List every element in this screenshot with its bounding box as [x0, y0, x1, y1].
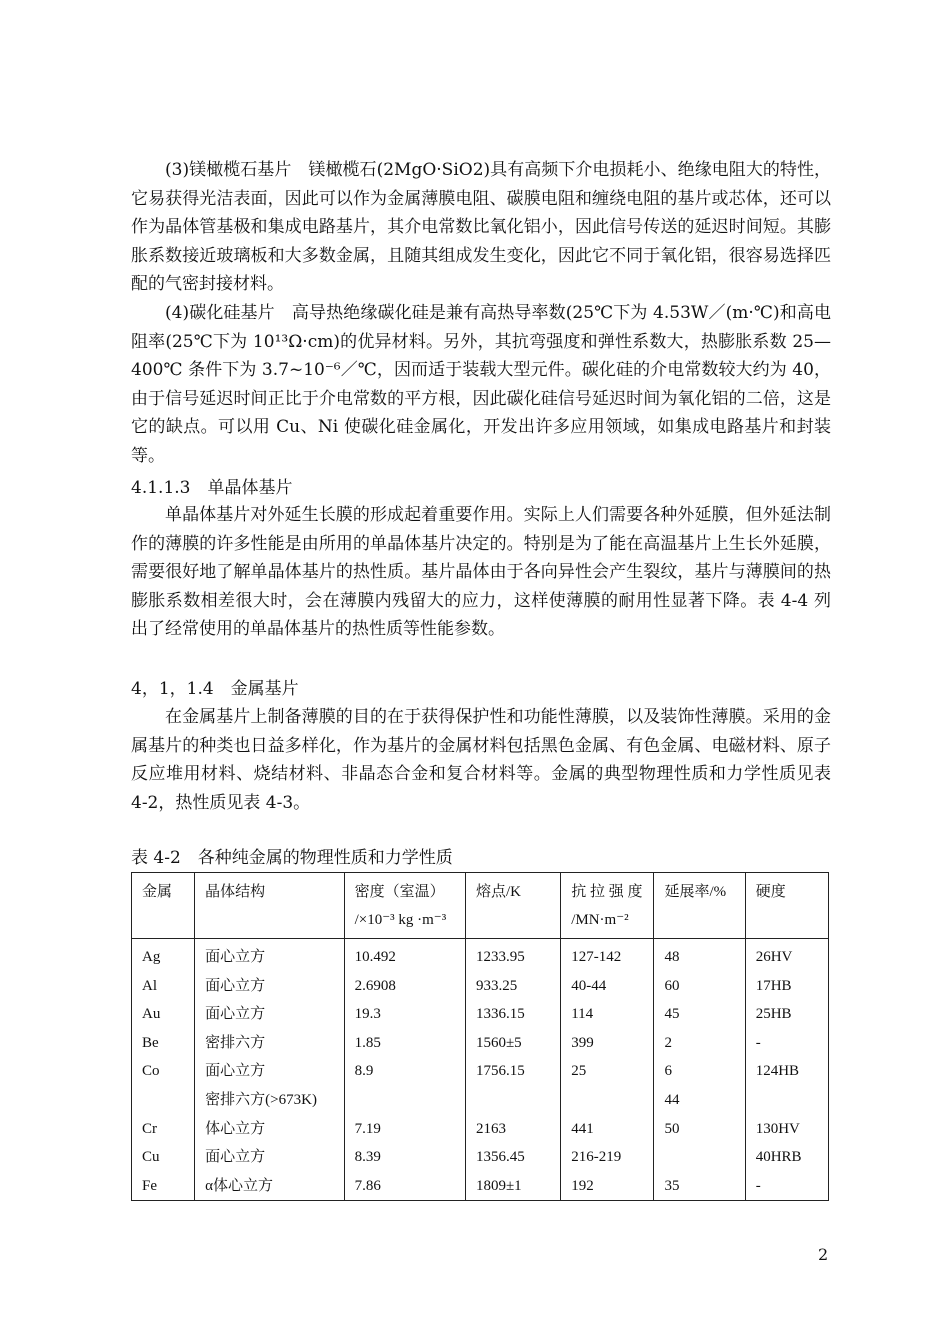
header-tensile-unit: /MN·m⁻² [571, 912, 629, 928]
cell [561, 1086, 654, 1115]
cell: 2163 [465, 1115, 560, 1144]
cell: 45 [654, 1000, 745, 1029]
cell: 密排六方(>673K) [195, 1086, 344, 1115]
table-row [132, 1029, 829, 1058]
header-hardness: 硬度 [745, 873, 828, 939]
cell: Au [132, 1000, 195, 1029]
cell [344, 1086, 465, 1115]
cell: 6 [654, 1057, 745, 1086]
table-row [132, 1143, 829, 1172]
cell: 127-142 [561, 939, 654, 972]
table-row [132, 939, 829, 972]
cell: 933.25 [465, 972, 560, 1001]
cell: 441 [561, 1115, 654, 1144]
cell: 19.3 [344, 1000, 465, 1029]
cell: 1.85 [344, 1029, 465, 1058]
table-row [132, 1172, 829, 1201]
header-density [344, 873, 465, 939]
cell: 面心立方 [195, 1143, 344, 1172]
table-row [132, 1000, 829, 1029]
table-header-row [132, 873, 829, 939]
cell [465, 1086, 560, 1115]
cell: Al [132, 972, 195, 1001]
cell: 25HB [745, 1000, 828, 1029]
cell: 399 [561, 1029, 654, 1058]
cell: 50 [654, 1115, 745, 1144]
cell: 60 [654, 972, 745, 1001]
cell: 1233.95 [465, 939, 560, 972]
cell: 26HV [745, 939, 828, 972]
cell: 2.6908 [344, 972, 465, 1001]
cell: 10.492 [344, 939, 465, 972]
cell: 17HB [745, 972, 828, 1001]
paragraph-single-crystal: 单晶体基片对外延生长膜的形成起着重要作用。实际上人们需要各种外延膜，但外延法制作的薄膜的许多性能是由所用的单晶体基片决定的。特别是为了能在高温基片上生长外延膜，需要很好地了解单晶体基片的热性质。基片晶体由于各向异性会产生裂纹，基片与薄膜间的热膨胀系数相差很大时，会在薄膜内残留大的应力，这样使薄膜的耐用性显著下降。表 4-4 列出了经常使用的单晶体基片的热性质等性能参数。 [131, 505, 831, 640]
cell: - [745, 1029, 828, 1058]
cell: 8.39 [344, 1143, 465, 1172]
cell: 面心立方 [195, 939, 344, 972]
header-crystal-structure: 晶体结构 [195, 873, 344, 939]
cell: - [745, 1172, 828, 1201]
cell: 1356.45 [465, 1143, 560, 1172]
cell: 7.19 [344, 1115, 465, 1144]
cell: 体心立方 [195, 1115, 344, 1144]
cell: Cr [132, 1115, 195, 1144]
cell: 40-44 [561, 972, 654, 1001]
cell: 25 [561, 1057, 654, 1086]
header-elongation: 延展率/% [654, 873, 745, 939]
cell [132, 1086, 195, 1115]
cell: 8.9 [344, 1057, 465, 1086]
header-density-unit: /×10⁻³ kg ·m⁻³ [354, 912, 447, 928]
cell: 面心立方 [195, 1057, 344, 1086]
cell: 44 [654, 1086, 745, 1115]
cell: 7.86 [344, 1172, 465, 1201]
paragraph-silicon-carbide: (4)碳化硅基片 高导热绝缘碳化硅是兼有高热导率数(25℃下为 4.53W／(m·℃)和高电阻率(25℃下为 10¹³Ω·cm)的优异材料。另外，其抗弯强度和弹性系数大，热膨胀系数 25—400℃ 条件下为 3.7~10⁻⁶／℃，因而适于装载大型元件。碳化硅的介电常数较大约为 40，由于信号延迟时间正比于介电常数的平方根，因此碳化硅信号延迟时间为氧化铝的二倍，这是它的缺点。可以用 Cu、Ni 使碳化硅金属化，开发出许多应用领域，如集成电路基片和封装等。 [131, 303, 831, 466]
header-melting-point: 熔点/K [465, 873, 560, 939]
header-tensile-strength [561, 873, 654, 939]
cell: α体心立方 [195, 1172, 344, 1201]
cell: 面心立方 [195, 972, 344, 1001]
cell: 1560±5 [465, 1029, 560, 1058]
cell: 192 [561, 1172, 654, 1201]
table-row [132, 1086, 829, 1115]
header-density-label: 密度（室温） [354, 884, 445, 900]
cell: 1756.15 [465, 1057, 560, 1086]
cell: 130HV [745, 1115, 828, 1144]
table-caption: 表 4-2 各种纯金属的物理性质和力学性质 [131, 848, 453, 868]
cell: 40HRB [745, 1143, 828, 1172]
cell: Cu [132, 1143, 195, 1172]
cell: 2 [654, 1029, 745, 1058]
cell: 1336.15 [465, 1000, 560, 1029]
cell: 面心立方 [195, 1000, 344, 1029]
table-row [132, 1057, 829, 1086]
page-number: 2 [818, 1245, 829, 1264]
cell: 48 [654, 939, 745, 972]
header-metal: 金属 [132, 873, 195, 939]
paragraph-metal: 在金属基片上制备薄膜的目的在于获得保护性和功能性薄膜，以及装饰性薄膜。采用的金属基片的种类也日益多样化，作为基片的金属材料包括黑色金属、有色金属、电磁材料、原子反应堆用材料、烧结材料、非晶态合金和复合材料等。金属的典型物理性质和力学性质见表 4-2，热性质见表 4-3。 [131, 707, 831, 813]
section-heading-single-crystal: 4.1.1.3 单晶体基片 [131, 478, 293, 498]
cell: 1809±1 [465, 1172, 560, 1201]
table-row [132, 972, 829, 1001]
cell: 216-219 [561, 1143, 654, 1172]
metal-properties-table [131, 872, 829, 1201]
cell: 124HB [745, 1057, 828, 1086]
cell: Co [132, 1057, 195, 1086]
cell: Fe [132, 1172, 195, 1201]
cell [745, 1086, 828, 1115]
cell [654, 1143, 745, 1172]
header-tensile-label: 抗 拉 强 度 [571, 884, 643, 900]
paragraph-forsterite: (3)镁橄榄石基片 镁橄榄石(2MgO·SiO2)具有高频下介电损耗小、绝缘电阻大的特性，它易获得光洁表面，因此可以作为金属薄膜电阻、碳膜电阻和缠绕电阻的基片或芯体，还可以作为晶体管基极和集成电路基片，其介电常数比氧化铝小，因此信号传送的延迟时间短。其膨胀系数接近玻璃板和大多数金属，且随其组成发生变化，因此它不同于氧化铝，很容易选择匹配的气密封接材料。 [131, 160, 831, 295]
section-heading-metal: 4，1，1.4 金属基片 [131, 679, 299, 699]
cell: 35 [654, 1172, 745, 1201]
cell: 密排六方 [195, 1029, 344, 1058]
cell: Ag [132, 939, 195, 972]
cell: Be [132, 1029, 195, 1058]
table-row [132, 1115, 829, 1144]
cell: 114 [561, 1000, 654, 1029]
